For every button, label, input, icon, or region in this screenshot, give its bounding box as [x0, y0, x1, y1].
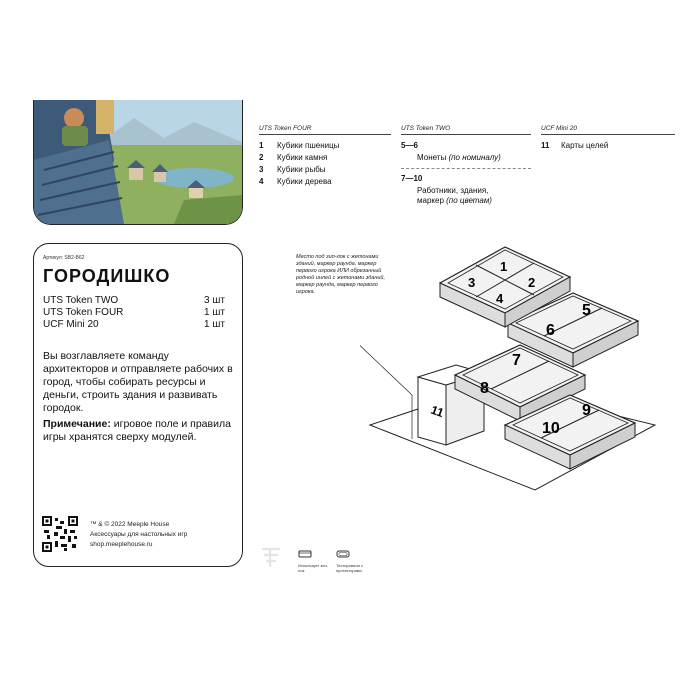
item-text: Работники, здания, маркер: [417, 186, 489, 205]
legend-label: Тестировали с протекторами: [336, 563, 363, 573]
component-name: UCF Mini 20: [43, 319, 99, 330]
legend-item: [298, 545, 328, 573]
item-text: Карты целей: [561, 141, 609, 150]
box-number: 3: [468, 275, 476, 290]
qr-code: [42, 516, 78, 552]
item-text: Кубики рыбы: [277, 165, 326, 174]
town-illustration: [34, 100, 242, 224]
component-qty: 1 шт: [204, 319, 225, 330]
item-number: 11: [541, 141, 550, 150]
list-item: [259, 153, 391, 162]
item-text: Кубики дерева: [277, 177, 332, 186]
description: Вы возглавляете команду архитекторов и отправляете рабочих в город, чтобы собирать ресурсы и деньги, строить здания и развивать городок.: [43, 350, 233, 414]
item-note: (по номиналу): [448, 153, 501, 162]
note: [43, 418, 233, 444]
ziplock-icon: [298, 550, 312, 558]
column-list: [401, 141, 531, 206]
organizer-diagram: [360, 235, 660, 515]
component-name: UTS Token TWO: [43, 295, 119, 306]
box-number: 7: [512, 352, 521, 369]
callout-leader: [360, 315, 412, 439]
list-item: [259, 177, 391, 186]
component-row: [43, 295, 225, 306]
component-qty: 1 шт: [204, 307, 225, 318]
item-number: 3: [259, 165, 264, 174]
tagline: Аксессуары для настольных игр: [90, 531, 188, 538]
column-header: UCF Mini 20: [541, 125, 675, 135]
column-list: [259, 141, 391, 186]
note-text: игровое поле и правила игры хранятся сверху модулей.: [43, 418, 231, 443]
divider: [401, 168, 531, 169]
component-name: UTS Token FOUR: [43, 307, 124, 318]
brand-logo: [258, 543, 284, 569]
box-number: 4: [496, 291, 504, 306]
item-number: 2: [259, 153, 264, 162]
article-number: Артикул: SB2-B62: [43, 255, 85, 261]
list-item: [541, 141, 675, 150]
item-note: (по цветам): [446, 196, 492, 205]
legend-item: [336, 545, 372, 573]
list-item: [259, 141, 391, 150]
box-number: 2: [528, 275, 536, 290]
box-number: 5: [582, 302, 591, 319]
box-number: 1: [500, 259, 508, 274]
item-number: 1: [259, 141, 264, 150]
component-row: [43, 319, 225, 330]
list-item: [259, 165, 391, 174]
item-number: 4: [259, 177, 264, 186]
item-text: Кубики камня: [277, 153, 328, 162]
box-number: 9: [582, 402, 591, 419]
sleeve-icon: [336, 550, 350, 558]
legend-label: Использует зип-лок: [298, 563, 328, 573]
list-item: [401, 186, 517, 206]
copyright: ™ & © 2022 Meeple House: [90, 521, 170, 528]
box-number: 6: [546, 322, 555, 339]
column-list: [541, 141, 675, 150]
box-number: 8: [480, 380, 489, 397]
website-link: shop.meeplehouse.ru: [90, 541, 153, 548]
callout-text: Место под зип-лок с жетонами зданий, маркер раунда, маркер первого игрока ИЛИ обрезанный родной инлей с жетонами зданий, маркер раунда, маркер первого игрока.: [296, 254, 386, 295]
item-number: 5—6: [401, 141, 418, 150]
column-header: UTS Token TWO: [401, 125, 531, 135]
component-row: [43, 307, 225, 318]
info-card: [33, 243, 243, 567]
game-title: ГОРОДИШКО: [43, 266, 171, 286]
note-label: Примечание:: [43, 418, 111, 430]
column-header: UTS Token FOUR: [259, 125, 391, 135]
cover-art: [33, 100, 243, 225]
item-text: Кубики пшеницы: [277, 141, 340, 150]
item-text: Монеты: [417, 153, 447, 162]
box-number: 10: [542, 420, 560, 437]
footer: [90, 520, 187, 550]
list-item: [401, 153, 531, 162]
box-number: 11: [428, 402, 446, 421]
component-qty: 3 шт: [204, 295, 225, 306]
item-number: 7—10: [401, 174, 423, 183]
